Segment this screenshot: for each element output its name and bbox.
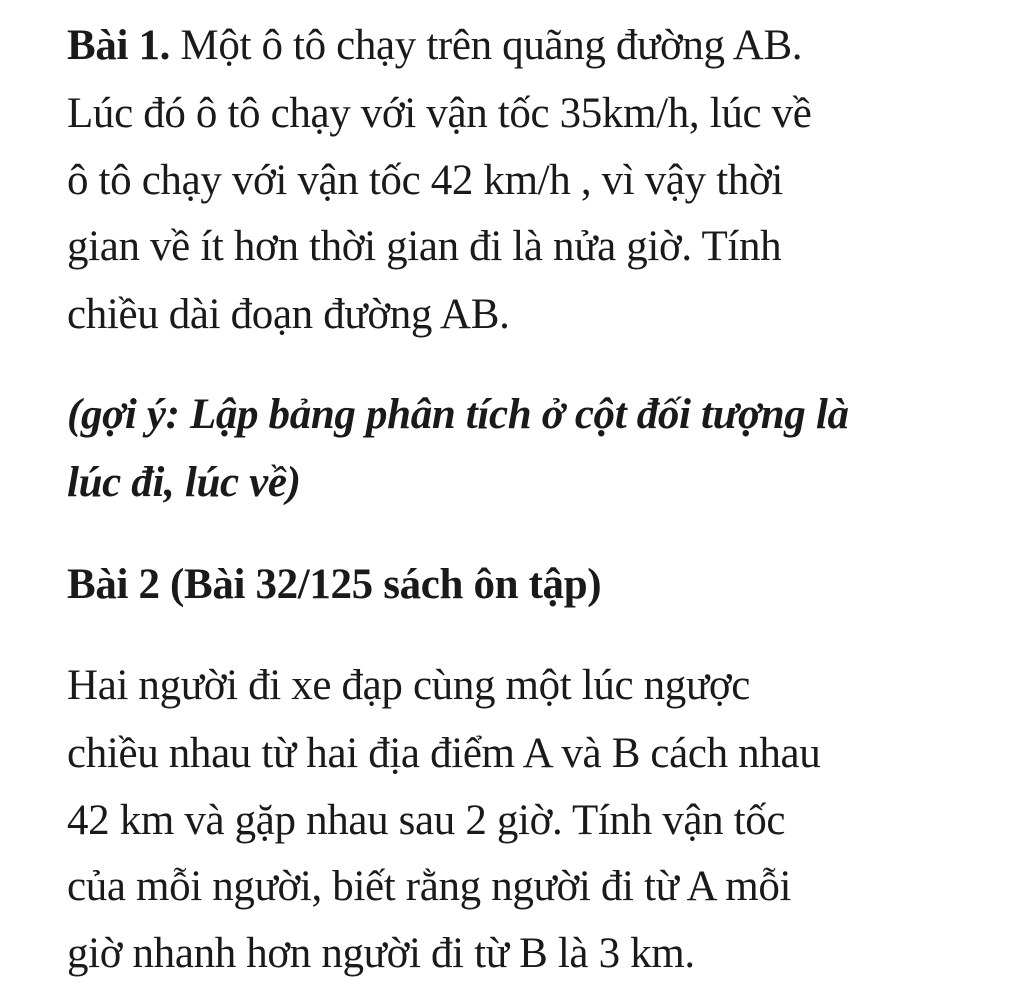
bai1-line-5: chiều dài đoạn đường AB.: [67, 291, 510, 338]
bai2-line-4: của mỗi người, biết rằng người đi từ A mỗi: [67, 863, 792, 910]
bai1-text-1: Một ô tô chạy trên quãng đường AB.: [170, 22, 803, 69]
bai2-heading: Bài 2 (Bài 32/125 sách ôn tập): [67, 561, 602, 608]
bai2-line-3: 42 km và gặp nhau sau 2 giờ. Tính vận tốc: [67, 797, 786, 844]
bai2-line-1: Hai người đi xe đạp cùng một lúc ngược: [67, 662, 751, 709]
hint-line-1: (gợi ý: Lập bảng phân tích ở cột đối tượng là: [67, 391, 849, 438]
bai1-line-2: Lúc đó ô tô chạy với vận tốc 35km/h, lúc về: [67, 90, 812, 137]
bai1-line-4: gian về ít hơn thời gian đi là nửa giờ. Tính: [67, 223, 782, 270]
bai1-label: Bài 1.: [67, 22, 171, 69]
bai1-line-3: ô tô chạy với vận tốc 42 km/h , vì vậy thời: [67, 157, 783, 204]
bai1-line-1: [67, 21, 802, 71]
bai2-line-5: giờ nhanh hơn người đi từ B là 3 km.: [67, 930, 695, 977]
hint-line-2: lúc đi, lúc về): [67, 459, 301, 506]
bai2-line-2: chiều nhau từ hai địa điểm A và B cách nhau: [67, 730, 821, 777]
